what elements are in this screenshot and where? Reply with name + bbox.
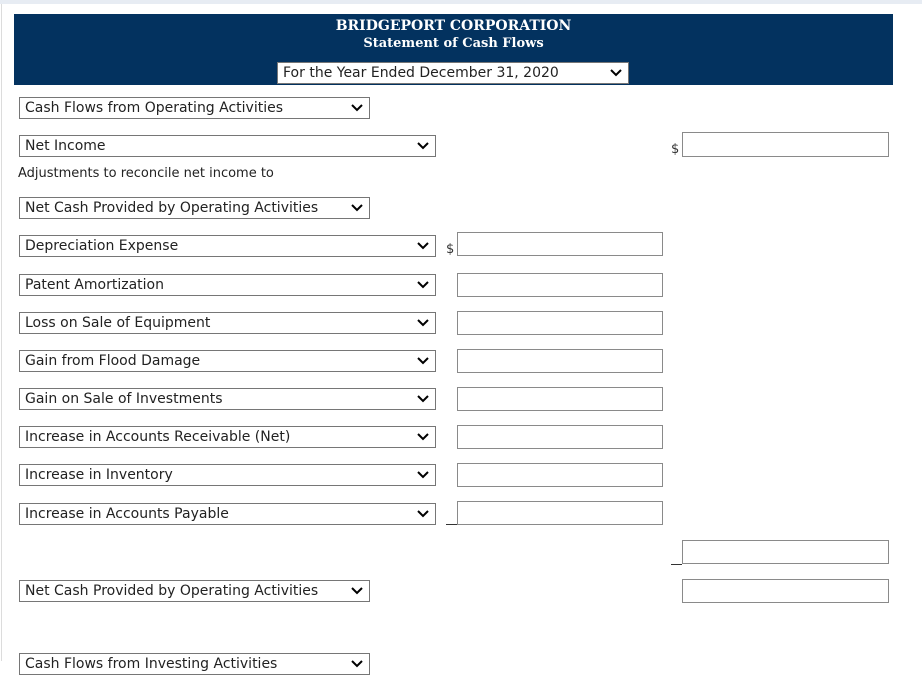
chevron-down-icon [351,654,363,674]
net-income-dollar-sign: $ [671,142,680,157]
adjustment-select-8[interactable] [19,503,436,525]
left-border [1,4,2,661]
investing-heading-select[interactable] [19,653,370,675]
adjustment-label: Increase in Accounts Receivable (Net) [25,429,291,445]
adjustment-label: Loss on Sale of Equipment [25,315,211,331]
net-income-value: Net Income [25,138,106,154]
chevron-down-icon [610,63,622,83]
underline-mark [446,524,457,525]
adjustment-label: Gain from Flood Damage [25,353,201,369]
adjustment-label: Patent Amortization [25,277,164,293]
operating-heading-value: Cash Flows from Operating Activities [25,100,284,116]
chevron-down-icon [417,504,429,524]
adjustment-select-7[interactable] [19,464,436,486]
adjustment-label: Increase in Inventory [25,467,173,483]
adjustment-amount-input-5[interactable] [457,387,663,411]
chevron-down-icon [351,98,363,118]
chevron-down-icon [417,236,429,256]
statement-title: Statement of Cash Flows [363,36,544,51]
operating-heading-select[interactable] [19,97,370,119]
net-income-select[interactable] [19,135,436,157]
adjustment-amount-input-6[interactable] [457,425,663,449]
adjustment-select-3[interactable] [19,312,436,334]
adjustment-select-5[interactable] [19,388,436,410]
adjustment-label: Depreciation Expense [25,238,179,254]
adjustment-amount-input-2[interactable] [457,273,663,297]
net-income-amount-input[interactable] [682,132,889,157]
chevron-down-icon [417,351,429,371]
adjustment-select-1[interactable] [19,235,436,257]
adjustment-amount-input-3[interactable] [457,311,663,335]
adjustment-label: Gain on Sale of Investments [25,391,223,407]
net-cash-operating-value: Net Cash Provided by Operating Activities [25,583,319,599]
chevron-down-icon [417,313,429,333]
chevron-down-icon [351,581,363,601]
company-name: BRIDGEPORT CORPORATION [335,18,572,34]
period-select-value: For the Year Ended December 31, 2020 [283,65,559,81]
adjustment-dollar-sign: $ [446,242,455,257]
adjustment-select-4[interactable] [19,350,436,372]
chevron-down-icon [351,198,363,218]
net-cash-operating-input[interactable] [682,579,889,603]
investing-heading-value: Cash Flows from Investing Activities [25,656,278,672]
top-border [0,0,922,4]
adjustments-select-value: Net Cash Provided by Operating Activities [25,200,319,216]
adjustments-select[interactable] [19,197,370,219]
period-select[interactable] [277,62,629,84]
adjustment-amount-input-4[interactable] [457,349,663,373]
chevron-down-icon [417,275,429,295]
chevron-down-icon [417,389,429,409]
adjustment-label: Increase in Accounts Payable [25,506,229,522]
total-adjustments-input[interactable] [682,540,889,564]
chevron-down-icon [417,427,429,447]
adjustments-label: Adjustments to reconcile net income to [18,166,274,181]
adjustment-select-6[interactable] [19,426,436,448]
underline-mark [671,564,682,565]
chevron-down-icon [417,465,429,485]
adjustment-amount-input-1[interactable] [457,232,663,256]
adjustment-amount-input-8[interactable] [457,501,663,525]
chevron-down-icon [417,136,429,156]
adjustment-select-2[interactable] [19,274,436,296]
adjustment-amount-input-7[interactable] [457,463,663,487]
net-cash-operating-select[interactable] [19,580,370,602]
